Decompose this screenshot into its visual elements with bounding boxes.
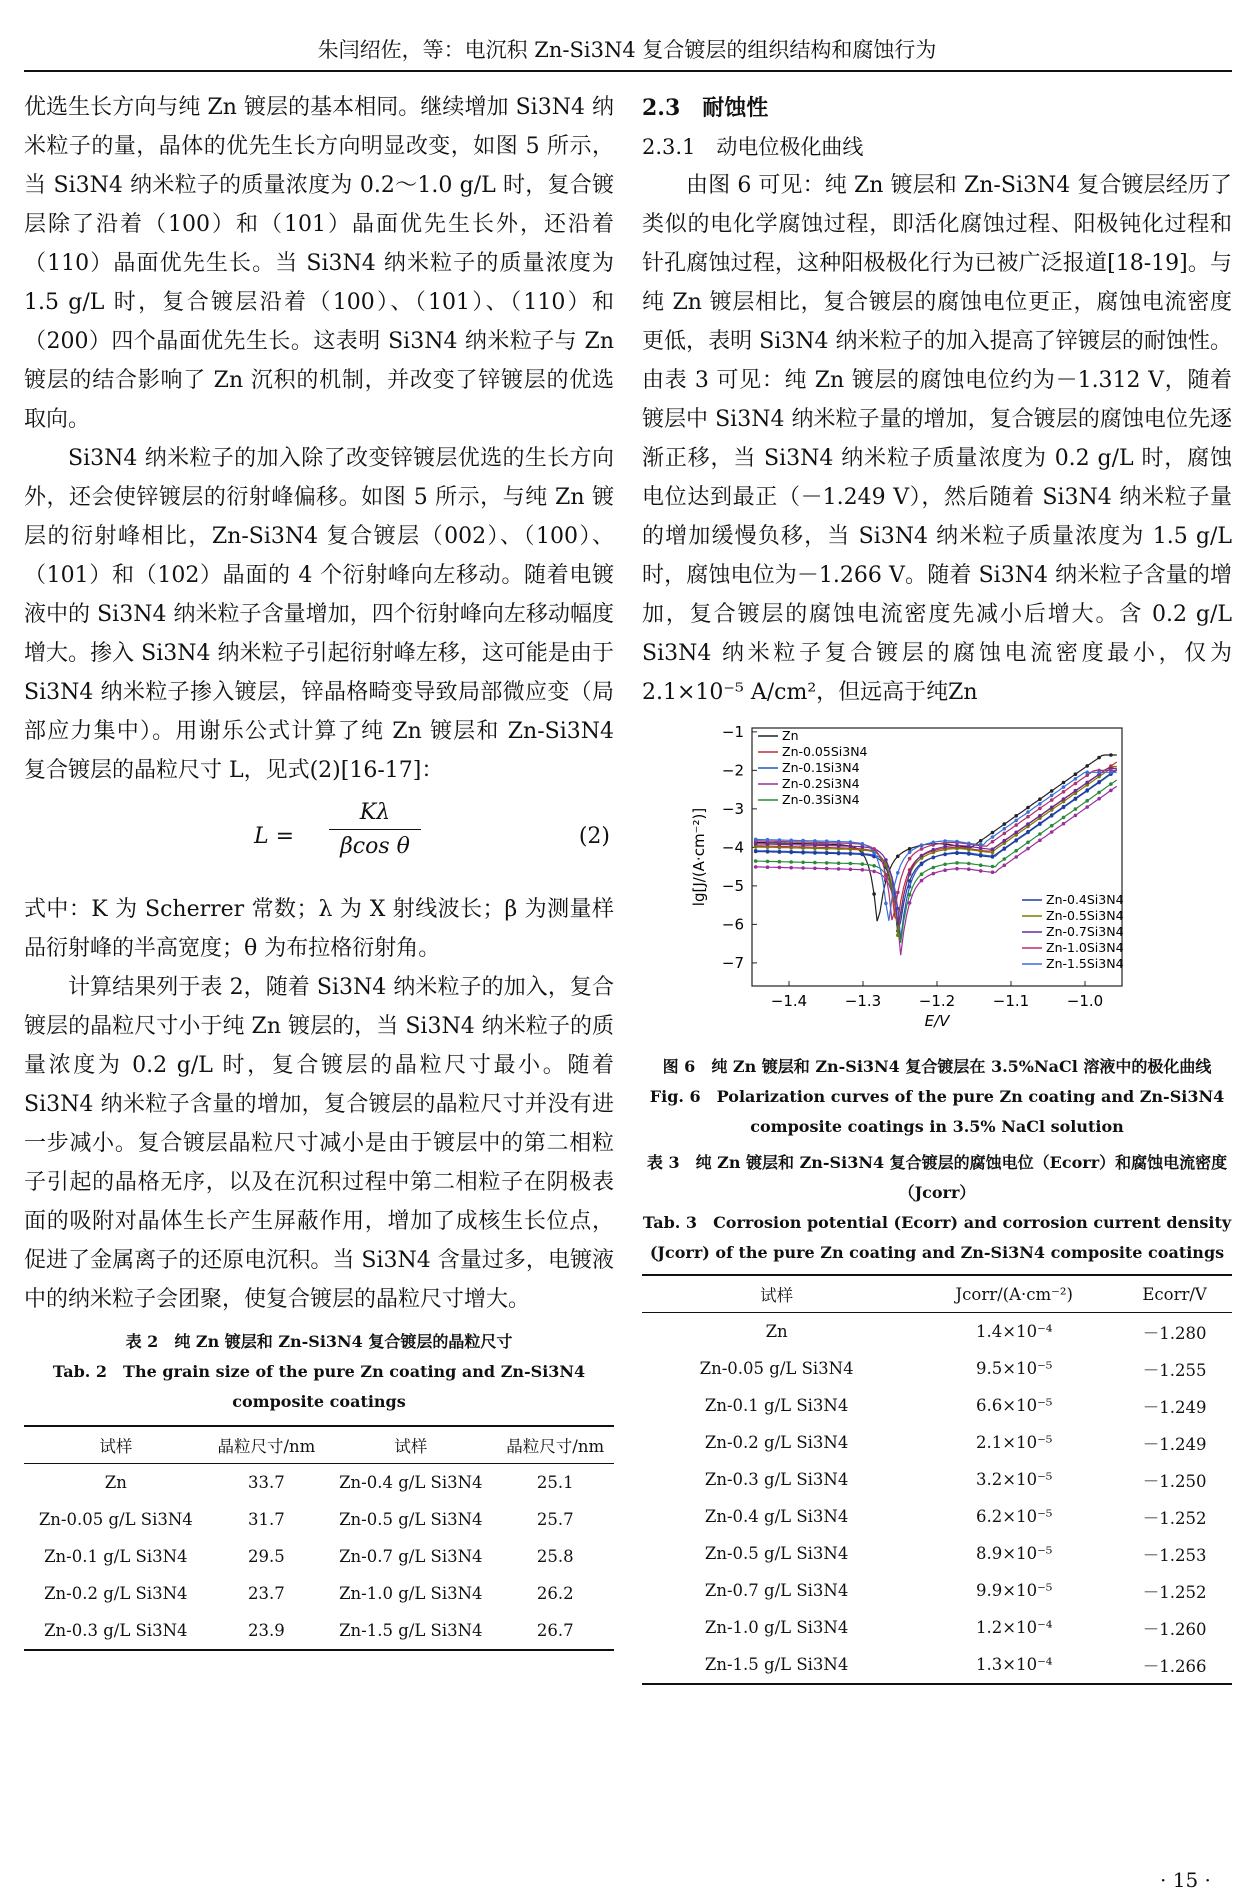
left-paragraph-3: 式中：K 为 Scherrer 常数；λ 为 X 射线波长；β 为测量样品衍射峰的半高宽度；θ 为布拉格衍射角。 bbox=[24, 897, 614, 961]
series-point bbox=[991, 847, 995, 851]
series-point bbox=[1038, 807, 1042, 811]
running-header: 朱闫绍佐，等：电沉积 Zn-Si3N4 复合镀层的组织结构和腐蚀行为 bbox=[317, 38, 937, 62]
series-point bbox=[1014, 819, 1018, 823]
y-tick-label: −7 bbox=[721, 953, 744, 972]
legend-label: Zn-0.2Si3N4 bbox=[782, 776, 860, 791]
series-point bbox=[896, 855, 900, 859]
series-point bbox=[1097, 780, 1101, 784]
series-point bbox=[861, 862, 865, 866]
series-point bbox=[1109, 771, 1113, 775]
series-point bbox=[1050, 824, 1054, 828]
x-tick-label: −1.4 bbox=[770, 992, 808, 1010]
series-point bbox=[872, 851, 876, 855]
legend-label: Zn-0.1Si3N4 bbox=[782, 760, 860, 775]
table-header-cell: 试样 bbox=[24, 1426, 208, 1464]
series-point bbox=[991, 865, 995, 869]
series-point bbox=[872, 892, 876, 896]
series-point bbox=[932, 856, 936, 860]
series-point bbox=[1026, 806, 1030, 810]
table-header-cell: Jcorr/(A·cm⁻²) bbox=[911, 1275, 1117, 1313]
section-heading: 2.3 耐蚀性 bbox=[642, 95, 769, 121]
table-cell: Zn-1.0 g/L Si3N4 bbox=[339, 1584, 483, 1603]
series-point bbox=[943, 868, 947, 872]
series-point bbox=[932, 866, 936, 870]
polarization-chart-svg bbox=[642, 718, 1232, 1048]
table-cell: Zn-0.4 g/L Si3N4 bbox=[339, 1473, 483, 1492]
table-cell: Zn-0.4 g/L Si3N4 bbox=[704, 1507, 849, 1526]
series-point bbox=[1085, 771, 1089, 775]
table-cell: Zn-1.5 g/L Si3N4 bbox=[642, 1646, 911, 1684]
legend-label: Zn-0.3Si3N4 bbox=[782, 792, 860, 807]
series-point bbox=[813, 839, 817, 843]
series-point bbox=[837, 867, 841, 871]
y-tick-label: −4 bbox=[721, 838, 744, 857]
series-point bbox=[778, 846, 782, 850]
y-tick-label: −6 bbox=[721, 915, 744, 934]
series-point bbox=[943, 839, 947, 843]
series-point bbox=[813, 851, 817, 855]
series-point bbox=[1062, 797, 1066, 801]
series-point bbox=[920, 847, 924, 851]
series-point bbox=[932, 848, 936, 852]
series-point bbox=[872, 870, 876, 874]
series-point bbox=[1003, 847, 1007, 851]
series-point bbox=[967, 842, 971, 846]
series-point bbox=[801, 861, 805, 865]
series-point bbox=[1014, 831, 1018, 835]
table-cell: －1.260 bbox=[1142, 1619, 1207, 1639]
series-point bbox=[1062, 822, 1066, 826]
series-point bbox=[1050, 798, 1054, 802]
series-point bbox=[754, 845, 758, 849]
series-point bbox=[991, 870, 995, 874]
series-point bbox=[861, 853, 865, 857]
series-point bbox=[837, 840, 841, 844]
series-point bbox=[1038, 839, 1042, 843]
series-point bbox=[789, 846, 793, 850]
series-point bbox=[955, 840, 959, 844]
left-paragraph-4: 计算结果列于表 2，随着 Si3N4 纳米粒子的加入，复合镀层的晶粒尺寸小于纯 Zn 镀层的，当 Si3N4 纳米粒子的质量浓度为 0.2 g/L 时，复合镀层的晶粒尺寸最小。随着 Si3N4 纳米粒子含量的增加，复合镀层的晶粒尺寸并没有进一步减小。复合镀层晶粒尺寸减小是由于镀层中的第二相粒子引起的晶格无序，以及在沉积过程中第二相粒子在阴极表面的吸附对晶体生长产生屏蔽作用，增加了成核生长位点，促进了金属离子的还原电沉积。当 Si3N4 含量过多，电镀液中的纳米粒子会团聚，使复合镀层的晶粒尺寸增大。 bbox=[24, 975, 614, 1312]
series-point bbox=[801, 851, 805, 855]
series-point bbox=[1085, 799, 1089, 803]
series-point bbox=[1026, 841, 1030, 845]
table2-caption-en: Tab. 2 The grain size of the pure Zn coating and Zn-Si3N4 composite coatings bbox=[52, 1362, 586, 1411]
series-point bbox=[1003, 857, 1007, 861]
table-cell: Zn-0.1 g/L Si3N4 bbox=[44, 1547, 188, 1566]
y-tick-label: −3 bbox=[721, 799, 744, 818]
series-point bbox=[825, 867, 829, 871]
series-point bbox=[884, 874, 888, 878]
table-cell: Zn-1.5 g/L Si3N4 bbox=[325, 1612, 496, 1650]
table-cell: 31.7 bbox=[248, 1510, 285, 1529]
series-point bbox=[789, 866, 793, 870]
table-row bbox=[642, 1646, 1232, 1684]
series-point bbox=[979, 843, 983, 847]
series-point bbox=[1014, 855, 1018, 859]
series-point bbox=[861, 842, 865, 846]
x-tick-label: −1.1 bbox=[992, 992, 1030, 1010]
y-axis-label: lg[J/(A·cm⁻²)] bbox=[690, 807, 708, 907]
table-header-cell: 试样 bbox=[325, 1426, 496, 1464]
series-point bbox=[1062, 790, 1066, 794]
series-point bbox=[778, 860, 782, 864]
series-point bbox=[932, 841, 936, 845]
table-cell: 1.4×10⁻⁴ bbox=[976, 1322, 1053, 1341]
table-cell: Zn bbox=[765, 1322, 788, 1341]
table-row bbox=[642, 1535, 1232, 1572]
series-point bbox=[872, 864, 876, 868]
series-point bbox=[778, 850, 782, 854]
left-paragraph-2: Si3N4 纳米粒子的加入除了改变锌镀层优选的生长方向外，还会使锌镀层的衍射峰偏移。如图 5 所示，与纯 Zn 镀层的衍射峰相比，Zn-Si3N4 复合镀层（002）、（100）、（101）和（102）晶面的 4 个衍射峰向左移动。随着电镀液中的 Si3N4 纳米粒子含量增加，四个衍射峰向左移动幅度增大。掺入 Si3N4 纳米粒子引起衍射峰左移，这可能是由于 Si3N4 纳米粒子掺入镀层，锌晶格畸变导致局部微应变（局部应力集中）。用谢乐公式计算了纯 Zn 镀层和 Zn-Si3N4 复合镀层的晶粒尺寸 L，见式(2)[16-17]： bbox=[24, 446, 614, 783]
series-point bbox=[991, 835, 995, 839]
table-cell: Zn-1.0 g/L Si3N4 bbox=[704, 1618, 849, 1637]
table-cell: －1.255 bbox=[1142, 1360, 1207, 1380]
series-point bbox=[1062, 781, 1066, 785]
right-column bbox=[642, 88, 1232, 1685]
table-row bbox=[24, 1464, 614, 1502]
series-point bbox=[908, 893, 912, 897]
table-header-cell: 晶粒尺寸/nm bbox=[496, 1426, 614, 1464]
series-point bbox=[991, 851, 995, 855]
series-point bbox=[837, 852, 841, 856]
y-tick-label: −1 bbox=[721, 722, 744, 741]
series-point bbox=[766, 838, 770, 842]
series-point bbox=[778, 838, 782, 842]
table-cell: Zn-0.5 g/L Si3N4 bbox=[704, 1544, 849, 1563]
y-tick-label: −2 bbox=[721, 761, 744, 780]
table-cell: Zn-0.05 g/L Si3N4 bbox=[699, 1359, 854, 1378]
table-cell: 25.1 bbox=[536, 1473, 574, 1492]
table-cell: 8.9×10⁻⁵ bbox=[976, 1544, 1053, 1563]
table-cell: －1.249 bbox=[1142, 1397, 1207, 1417]
series-point bbox=[1085, 788, 1089, 792]
legend-label: Zn-0.05Si3N4 bbox=[782, 744, 868, 759]
series-point bbox=[1003, 827, 1007, 831]
series-point bbox=[801, 866, 805, 870]
chart-axes bbox=[690, 723, 1122, 1030]
series-point bbox=[1014, 838, 1018, 842]
series-point bbox=[1026, 810, 1030, 814]
series-point bbox=[849, 840, 853, 844]
series-point bbox=[955, 861, 959, 865]
series-point bbox=[1026, 822, 1030, 826]
series-point bbox=[920, 879, 924, 883]
x-tick-label: −1.3 bbox=[844, 992, 882, 1010]
series-point bbox=[908, 871, 912, 875]
table-cell: 26.2 bbox=[536, 1584, 574, 1603]
series-point bbox=[837, 847, 841, 851]
series-point bbox=[967, 867, 971, 871]
series-point bbox=[789, 839, 793, 843]
table-cell: －1.253 bbox=[1142, 1545, 1207, 1565]
table-cell: 25.8 bbox=[536, 1547, 574, 1566]
corrosion-table bbox=[642, 1274, 1232, 1685]
series-point bbox=[991, 831, 995, 835]
series-point bbox=[849, 852, 853, 856]
series-point bbox=[1050, 830, 1054, 834]
table-cell: Zn-0.5 g/L Si3N4 bbox=[339, 1510, 483, 1529]
table-cell: 33.7 bbox=[248, 1473, 285, 1492]
series-point bbox=[920, 862, 924, 866]
series-point bbox=[979, 854, 983, 858]
figure6-caption-cn: 图 6 纯 Zn 镀层和 Zn-Si3N4 复合镀层在 3.5%NaCl 溶液中的极化曲线 bbox=[662, 1057, 1212, 1076]
series-point bbox=[1014, 823, 1018, 827]
series-point bbox=[979, 863, 983, 867]
table-row bbox=[642, 1387, 1232, 1424]
series-point bbox=[1074, 772, 1078, 776]
table-cell: －1.252 bbox=[1142, 1582, 1207, 1602]
table-cell: －1.250 bbox=[1142, 1471, 1207, 1491]
series-point bbox=[908, 847, 912, 851]
table-cell: －1.252 bbox=[1142, 1508, 1207, 1528]
series-point bbox=[789, 860, 793, 864]
series-point bbox=[849, 848, 853, 852]
table-row bbox=[642, 1461, 1232, 1498]
table-cell: 1.2×10⁻⁴ bbox=[976, 1618, 1053, 1637]
table-cell: Zn-0.2 g/L Si3N4 bbox=[44, 1584, 188, 1603]
series-point bbox=[979, 850, 983, 854]
series-point bbox=[1085, 781, 1089, 785]
table-cell: 9.5×10⁻⁵ bbox=[976, 1359, 1053, 1378]
series-point bbox=[1074, 814, 1078, 818]
series-point bbox=[896, 891, 900, 895]
table-row bbox=[24, 1538, 614, 1575]
series-point bbox=[1097, 797, 1101, 801]
legend-label: Zn-0.4Si3N4 bbox=[1046, 892, 1124, 907]
series-point bbox=[1074, 782, 1078, 786]
table-cell: 1.3×10⁻⁴ bbox=[911, 1646, 1117, 1684]
series-point bbox=[896, 921, 900, 925]
legend-label: Zn bbox=[782, 728, 799, 743]
table-cell: 2.1×10⁻⁵ bbox=[976, 1433, 1053, 1452]
series-point bbox=[1038, 822, 1042, 826]
table-cell: Zn-0.1 g/L Si3N4 bbox=[704, 1396, 849, 1415]
series-point bbox=[979, 869, 983, 873]
table-cell: －1.280 bbox=[1142, 1323, 1207, 1343]
series-point bbox=[1050, 813, 1054, 817]
series-point bbox=[825, 847, 829, 851]
series-point bbox=[979, 839, 983, 843]
series-point bbox=[884, 902, 888, 906]
left-column bbox=[24, 88, 614, 1651]
table-cell: 3.2×10⁻⁵ bbox=[976, 1470, 1053, 1489]
table-row bbox=[24, 1575, 614, 1612]
x-axis-label: E/V bbox=[924, 1012, 950, 1030]
series-point bbox=[1062, 805, 1066, 809]
table-cell: 23.7 bbox=[248, 1584, 285, 1603]
table-cell: 6.6×10⁻⁵ bbox=[976, 1396, 1053, 1415]
subsection-heading: 2.3.1 动电位极化曲线 bbox=[642, 135, 864, 159]
table-cell: －1.266 bbox=[1117, 1646, 1232, 1684]
right-paragraph-1: 由图 6 可见：纯 Zn 镀层和 Zn-Si3N4 复合镀层经历了类似的电化学腐蚀过程，即活化腐蚀过程、阳极钝化过程和针孔腐蚀过程，这种阳极极化行为已被广泛报道[18-19]。与纯 Zn 镀层相比，复合镀层的腐蚀电位更正，腐蚀电流密度更低，表明 Si3N4 纳米粒子的加入提高了锌镀层的耐蚀性。由表 3 可见：纯 Zn 镀层的腐蚀电位约为－1.312 V，随着镀层中 Si3N4 纳米粒子量的增加，复合镀层的腐蚀电位先逐渐正移，当 Si3N4 纳米粒子质量浓度为 0.2 g/L 时，腐蚀电位达到最正（－1.249 V），然后随着 Si3N4 纳米粒子量的增加缓慢负移，当 Si3N4 纳米粒子质量浓度为 1.5 g/L 时，腐蚀电位为－1.266 V。随着 Si3N4 纳米粒子含量的增加，复合镀层的腐蚀电流密度先减小后增大。含 0.2 g/L Si3N4 纳米粒子复合镀层的腐蚀电流密度最小，仅为 2.1×10⁻⁵ A/cm²，但远高于纯Zn bbox=[642, 173, 1232, 705]
figure6-caption-en: Fig. 6 Polarization curves of the pure Zn coating and Zn-Si3N4 composite coatings in 3.5% NaCl solution bbox=[649, 1087, 1225, 1136]
series-point bbox=[837, 861, 841, 865]
series-point bbox=[1038, 802, 1042, 806]
table-cell: Zn-0.05 g/L Si3N4 bbox=[38, 1510, 193, 1529]
formula-numerator: Kλ bbox=[329, 800, 421, 830]
series-point bbox=[754, 838, 758, 842]
series-point bbox=[1026, 815, 1030, 819]
corrosion-table-body bbox=[642, 1313, 1232, 1685]
series-point bbox=[1038, 797, 1042, 801]
series-point bbox=[908, 857, 912, 861]
series-point bbox=[1014, 814, 1018, 818]
table-header-row bbox=[24, 1426, 614, 1464]
series-point bbox=[825, 852, 829, 856]
table-row bbox=[642, 1609, 1232, 1646]
series-point bbox=[1050, 794, 1054, 798]
table-cell: 25.7 bbox=[536, 1510, 574, 1529]
series-point bbox=[1026, 847, 1030, 851]
formula-number: (2) bbox=[578, 824, 610, 849]
series-point bbox=[1026, 830, 1030, 834]
table-row bbox=[642, 1498, 1232, 1535]
series-point bbox=[1003, 822, 1007, 826]
series-point bbox=[1097, 771, 1101, 775]
series-point bbox=[1074, 789, 1078, 793]
page-number: · 15 · bbox=[1160, 1868, 1211, 1892]
series-point bbox=[1097, 756, 1101, 760]
series-point bbox=[884, 858, 888, 862]
series-point bbox=[754, 850, 758, 854]
series-point bbox=[955, 852, 959, 856]
table-cell: －1.249 bbox=[1142, 1434, 1207, 1454]
series-point bbox=[967, 848, 971, 852]
table-cell: Zn-0.2 g/L Si3N4 bbox=[704, 1433, 849, 1452]
table-row bbox=[642, 1313, 1232, 1351]
formula-lhs: L = bbox=[254, 824, 295, 849]
x-tick-label: −1.0 bbox=[1066, 992, 1104, 1010]
series-point bbox=[801, 839, 805, 843]
table-cell: 9.9×10⁻⁵ bbox=[976, 1581, 1053, 1600]
table-cell: 26.7 bbox=[496, 1612, 614, 1650]
series-point bbox=[955, 867, 959, 871]
series-point bbox=[825, 839, 829, 843]
series-point bbox=[754, 859, 758, 863]
series-point bbox=[920, 872, 924, 876]
formula-fraction bbox=[329, 800, 421, 859]
series-point bbox=[813, 861, 817, 865]
series-point bbox=[896, 871, 900, 875]
series-point bbox=[813, 847, 817, 851]
series-point bbox=[943, 845, 947, 849]
header-rule bbox=[24, 70, 1232, 72]
table-cell: Zn bbox=[104, 1473, 127, 1492]
table-row bbox=[24, 1612, 614, 1650]
table-cell: Zn-0.3 g/L Si3N4 bbox=[704, 1470, 849, 1489]
table-row bbox=[24, 1501, 614, 1538]
table-row bbox=[642, 1572, 1232, 1609]
series-point bbox=[801, 846, 805, 850]
table-cell: 23.9 bbox=[208, 1612, 326, 1650]
series-point bbox=[849, 868, 853, 872]
polarization-chart bbox=[642, 718, 1232, 1052]
series-point bbox=[920, 844, 924, 848]
legend-label: Zn-1.5Si3N4 bbox=[1046, 956, 1124, 971]
series-point bbox=[991, 855, 995, 859]
series-point bbox=[1050, 806, 1054, 810]
legend-label: Zn-0.5Si3N4 bbox=[1046, 908, 1124, 923]
series-point bbox=[1062, 785, 1066, 789]
series-point bbox=[1003, 839, 1007, 843]
series-point bbox=[766, 860, 770, 864]
table-row bbox=[642, 1350, 1232, 1387]
series-point bbox=[1003, 864, 1007, 868]
series-point bbox=[766, 850, 770, 854]
series-point bbox=[943, 853, 947, 857]
table-header-row bbox=[642, 1275, 1232, 1313]
grain-size-table bbox=[24, 1425, 614, 1651]
series-point bbox=[861, 868, 865, 872]
table-cell: Zn-0.7 g/L Si3N4 bbox=[704, 1581, 849, 1600]
table-row bbox=[642, 1424, 1232, 1461]
series-point bbox=[789, 851, 793, 855]
series-point bbox=[849, 862, 853, 866]
left-paragraph-1: 优选生长方向与纯 Zn 镀层的基本相同。继续增加 Si3N4 纳米粒子的量，晶体的优先生长方向明显改变，如图 5 所示，当 Si3N4 纳米粒子的质量浓度为 0.2～1.0 g/L 时，复合镀层除了沿着（100）和（101）晶面优先生长外，还沿着（110）晶面优先生长。当 Si3N4 纳米粒子的质量浓度为 1.5 g/L 时，复合镀层沿着（100）、（101）、（110）和（200）四个晶面优先生长。这表明 Si3N4 纳米粒子与 Zn 镀层的结合影响了 Zn 沉积的机制，并改变了锌镀层的优选取向。 bbox=[24, 95, 614, 432]
table-header-cell: 晶粒尺寸/nm bbox=[208, 1426, 326, 1464]
series-point bbox=[920, 854, 924, 858]
series-point bbox=[967, 862, 971, 866]
series-point bbox=[1109, 753, 1113, 757]
series-point bbox=[861, 848, 865, 852]
series-point bbox=[1038, 814, 1042, 818]
formula-denominator: βcos θ bbox=[340, 834, 410, 859]
series-point bbox=[967, 852, 971, 856]
series-point bbox=[1097, 791, 1101, 795]
series-point bbox=[1014, 849, 1018, 853]
series-point bbox=[908, 850, 912, 854]
series-point bbox=[766, 845, 770, 849]
series-point bbox=[943, 863, 947, 867]
table-cell: 29.5 bbox=[248, 1547, 285, 1566]
series-point bbox=[1109, 782, 1113, 786]
table3-caption-en: Tab. 3 Corrosion potential (Ecorr) and corrosion current density (Jcorr) of the pure Zn coating and Zn-Si3N4 composite coatings bbox=[642, 1213, 1232, 1262]
series-point bbox=[991, 840, 995, 844]
series-point bbox=[1085, 764, 1089, 768]
scherrer-formula bbox=[24, 796, 614, 888]
series-point bbox=[1074, 807, 1078, 811]
legend-label: Zn-1.0Si3N4 bbox=[1046, 940, 1124, 955]
series-point bbox=[778, 866, 782, 870]
series-point bbox=[813, 867, 817, 871]
series-point bbox=[932, 872, 936, 876]
series-point bbox=[1050, 789, 1054, 793]
series-point bbox=[1062, 816, 1066, 820]
series-point bbox=[896, 933, 900, 937]
table-header-cell: 试样 bbox=[642, 1275, 911, 1313]
series-point bbox=[766, 865, 770, 869]
table-header-cell: Ecorr/V bbox=[1117, 1275, 1232, 1313]
x-tick-label: −1.2 bbox=[918, 992, 956, 1010]
table-cell: 6.2×10⁻⁵ bbox=[976, 1507, 1053, 1526]
series-point bbox=[825, 861, 829, 865]
series-point bbox=[1003, 832, 1007, 836]
series-point bbox=[1074, 777, 1078, 781]
legend-label: Zn-0.7Si3N4 bbox=[1046, 924, 1124, 939]
table-cell: Zn-0.3 g/L Si3N4 bbox=[24, 1612, 208, 1650]
y-tick-label: −5 bbox=[721, 876, 744, 895]
table3-caption-cn: 表 3 纯 Zn 镀层和 Zn-Si3N4 复合镀层的腐蚀电位（Ecorr）和腐蚀电流密度（Jcorr） bbox=[646, 1153, 1228, 1202]
series-point bbox=[1109, 789, 1113, 793]
series-point bbox=[1085, 805, 1089, 809]
series-point bbox=[1074, 797, 1078, 801]
series-point bbox=[754, 865, 758, 869]
table2-caption-cn: 表 2 纯 Zn 镀层和 Zn-Si3N4 复合镀层的晶粒尺寸 bbox=[125, 1332, 513, 1351]
series-point bbox=[1038, 832, 1042, 836]
table-cell: Zn-0.7 g/L Si3N4 bbox=[339, 1547, 483, 1566]
